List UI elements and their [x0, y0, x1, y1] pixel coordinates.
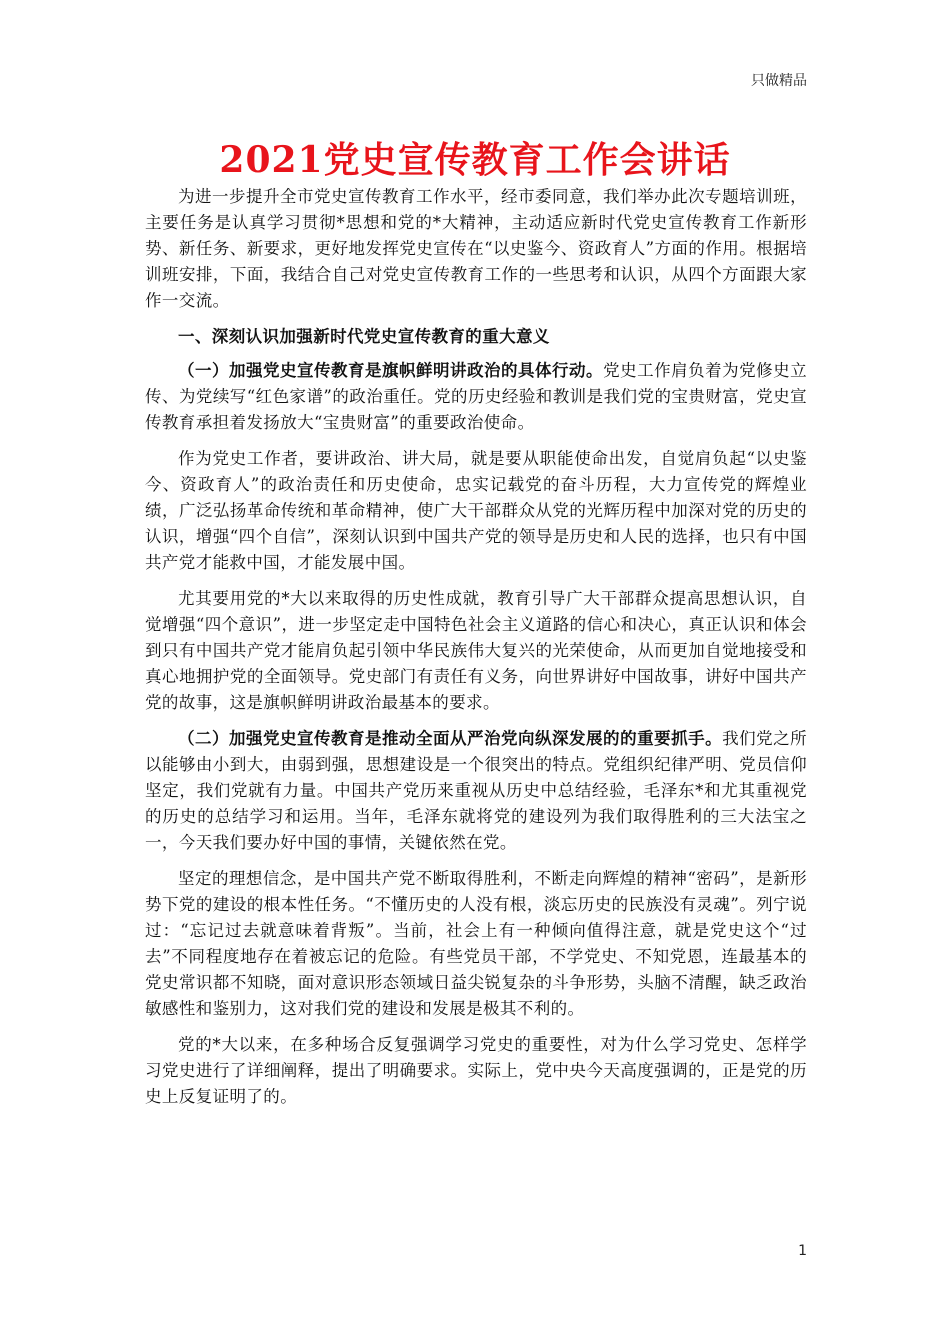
- header-note: 只做精品: [751, 73, 807, 89]
- page-title: 2021党史宣传教育工作会讲话: [219, 139, 731, 181]
- body-paragraph-3: 尤其要用党的*大以来取得的历史性成就，教育引导广大干部群众提高思想认识，自觉增强“四个意识”，进一步坚定走中国特色社会主义道路的信心和决心，真正认识和体会到只有中国共产党才能肩负起引领中华民族伟大复兴的光荣使命，从而更加自觉地接受和真心地拥护党的全面领导。党史部门有责任有义务，向世界讲好中国故事，讲好中国共产党的故事，这是旗帜鲜明讲政治最基本的要求。: [145, 589, 807, 712]
- subsection-lead-2: （二）加强党史宣传教育是推动全面从严治党向纵深发展的的重要抓手。: [178, 729, 723, 748]
- body-paragraph-5: 坚定的理想信念，是中国共产党不断取得胜利，不断走向辉煌的精神“密码”，是新形势下党的建设的根本性任务。“不懂历史的人没有根，淡忘历史的民族没有灵魂”。列宁说过：“忘记过去就意味着背叛”。当前，社会上有一种倾向值得注意，就是党史这个“过去”不同程度地存在着被忘记的危险。有些党员干部，不学党史、不知党恩，连最基本的党史常识都不知晓，面对意识形态领域日益尖锐复杂的斗争形势，头脑不清醒，缺乏政治敏感性和鉴别力，这对我们党的建设和发展是极其不利的。: [145, 869, 807, 1018]
- subsection-paragraph-1: [145, 358, 807, 436]
- page-number: 1: [798, 1243, 807, 1259]
- subsection-body-1: 党史工作肩负着为党修史立传、为党续写“红色家谱”的政治重任。党的历史经验和教训是我们党的宝贵财富，党史宣传教育承担着发扬放大“宝贵财富”的重要政治使命。: [145, 361, 807, 432]
- subsection-paragraph-2: [145, 726, 807, 856]
- body-paragraph-6: 党的*大以来，在多种场合反复强调学习党史的重要性，对为什么学习党史、怎样学习党史进行了详细阐释，提出了明确要求。实际上，党中央今天高度强调的，正是党的历史上反复证明了的。: [145, 1035, 807, 1106]
- intro-paragraph: 为进一步提升全市党史宣传教育工作水平，经市委同意，我们举办此次专题培训班，主要任务是认真学习贯彻*思想和党的*大精神，主动适应新时代党史宣传教育工作新形势、新任务、新要求，更好地发挥党史宣传在“以史鉴今、资政育人”方面的作用。根据培训班安排，下面，我结合自己对党史宣传教育工作的一些思考和认识，从四个方面跟大家作一交流。: [145, 187, 807, 310]
- body-paragraph-2: 作为党史工作者，要讲政治、讲大局，就是要从职能使命出发，自觉肩负起“以史鉴今、资政育人”的政治责任和历史使命，忠实记载党的奋斗历程，大力宣传党的辉煌业绩，广泛弘扬革命传统和革命精神，使广大干部群众从党的光辉历程中加深对党的历史的认识，增强“四个自信”，深刻认识到中国共产党的领导是历史和人民的选择，也只有中国共产党才能救中国，才能发展中国。: [145, 449, 807, 572]
- document-body: [145, 184, 807, 1120]
- section-heading-1: 一、深刻认识加强新时代党史宣传教育的重大意义: [178, 327, 550, 346]
- subsection-lead-1: （一）加强党史宣传教育是旗帜鲜明讲政治的具体行动。: [178, 361, 604, 380]
- subsection-body-2: 我们党之所以能够由小到大，由弱到强，思想建设是一个很突出的特点。党组织纪律严明、党员信仰坚定，我们党就有力量。中国共产党历来重视从历史中总结经验，毛泽东*和尤其重视党的历史的总结学习和运用。当年，毛泽东就将党的建设列为我们取得胜利的三大法宝之一，今天我们要办好中国的事情，关键依然在党。: [145, 729, 807, 852]
